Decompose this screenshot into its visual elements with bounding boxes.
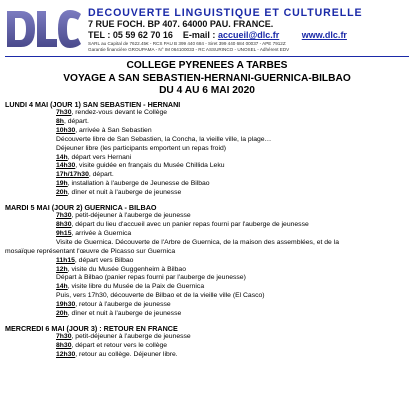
schedule-line (5, 145, 411, 154)
trip-program (5, 100, 411, 365)
schedule-time: 8h30 (56, 341, 72, 349)
schedule-line (5, 301, 411, 310)
schedule-time: 8h30 (56, 220, 72, 228)
legal-line-1: SARL au Capital de 7622.45€ - RCS PAU B 399 440 684 - Siret 399 440 684 00037 - APE 7912Z (88, 41, 286, 46)
schedule-line (5, 257, 411, 266)
day-heading: MARDI 5 MAI (JOUR 2) GUERNICA - BILBAO (5, 203, 157, 213)
schedule-text: Déjeuner libre (les participants emportent un repas froid) (56, 144, 227, 152)
schedule-text: , départ du lieu d'accueil avec un panier repas fourni par l'auberge de jeunesse (71, 220, 309, 228)
phone-number: TEL : 05 59 62 70 16 (88, 30, 173, 40)
schedule-line (5, 171, 411, 180)
schedule-line (5, 109, 411, 118)
schedule-line (5, 274, 411, 283)
schedule-time: 14h (56, 283, 68, 291)
schedule-time: 14h30 (56, 162, 76, 170)
day-section (5, 100, 411, 198)
schedule-text: Découverte libre de San Sebastien, la Concha, la vieille ville, la plage… (56, 135, 272, 143)
dlc-logo (5, 8, 83, 50)
schedule-text: , petit-déjeuner à l'auberge de jeunesse (71, 332, 191, 340)
schedule-text: , départ et retour vers le collège (71, 341, 168, 349)
schedule-time: 17h/17h30 (56, 171, 89, 179)
schedule-text: , départ vers Bilbao (74, 256, 134, 264)
schedule-text: , arrivée à San Sebastien (75, 126, 152, 134)
schedule-line (5, 221, 411, 230)
schedule-time: 7h30 (56, 332, 72, 340)
schedule-line (5, 266, 411, 275)
schedule-text: , retour à l'auberge de jeunesse (75, 301, 171, 309)
email-link[interactable]: accueil@dlc.fr (217, 30, 280, 40)
schedule-line (5, 118, 411, 127)
header-divider (5, 56, 409, 57)
schedule-line (5, 351, 411, 360)
schedule-text: Départ à Bilbao (panier repas fourni par l'auberge de jeunesse) (56, 274, 246, 282)
schedule-time: 20h (56, 189, 68, 197)
schedule-time: 11h15 (56, 256, 75, 264)
day-section (5, 324, 411, 360)
title-line-school: COLLEGE PYRENEES A TARBES (126, 60, 288, 71)
schedule-line (5, 180, 411, 189)
schedule-line (5, 136, 411, 145)
schedule-text: Puis, vers 17h30, découverte de Bilbao et de la vieille ville (El Casco) (56, 292, 265, 300)
dlc-logo-mark (5, 8, 83, 50)
schedule-text: mosaïque représentant l'œuvre de Picasso sur Guernica (5, 247, 176, 255)
schedule-time: 12h (56, 265, 68, 273)
schedule-time: 7h30 (56, 109, 72, 116)
schedule-time: 20h (56, 310, 68, 318)
schedule-line (5, 283, 411, 292)
schedule-time: 8h (56, 117, 64, 125)
schedule-line (5, 239, 411, 248)
title-line-dates: DU 4 AU 6 MAI 2020 (159, 85, 255, 96)
schedule-text: , dîner et nuit à l'auberge de jeunesse (67, 310, 182, 318)
schedule-line (5, 189, 411, 198)
day-heading: LUNDI 4 MAI (JOUR 1) SAN SEBASTIEN - HERNANI (5, 100, 181, 109)
schedule-line (5, 154, 411, 163)
schedule-text: , rendez-vous devant le Collège (71, 109, 168, 116)
organization-contact (88, 30, 412, 41)
organization-name: DECOUVERTE LINGUISTIQUE ET CULTURELLE (88, 7, 363, 19)
day-heading: MERCREDI 6 MAI (JOUR 3) : RETOUR EN FRANCE (5, 323, 178, 333)
schedule-time: 7h30 (56, 212, 72, 220)
organization-address: 7 RUE FOCH. BP 407. 64000 PAU. FRANCE. (88, 19, 274, 29)
schedule-text: , visite du Musée Guggenheim à Bilbao (67, 265, 186, 273)
schedule-line (5, 162, 411, 171)
schedule-time: 14h (56, 153, 68, 161)
organization-header (88, 7, 412, 52)
schedule-time: 12h30 (56, 350, 76, 358)
schedule-line (5, 212, 411, 221)
day-section (5, 203, 411, 319)
schedule-text: , dîner et nuit à l'auberge de jeunesse (67, 189, 182, 197)
schedule-time: 10h30 (56, 126, 76, 134)
schedule-line (5, 230, 411, 239)
schedule-line (5, 292, 411, 301)
schedule-line (5, 310, 411, 319)
schedule-text: , visite guidée en français du Musée Chillida Leku (75, 162, 225, 170)
schedule-time: 9h15 (56, 229, 72, 237)
schedule-line (5, 127, 411, 136)
schedule-text: , départ. (63, 117, 89, 125)
schedule-line (5, 342, 411, 351)
schedule-text: , retour au collège. Déjeuner libre. (75, 350, 178, 358)
website-link[interactable]: www.dlc.fr (301, 30, 347, 40)
email-label: E-mail : (182, 30, 216, 40)
schedule-text: Visite de Guernica. Découverte de l'Arbre de Guernica, de la maison des assemblées, et de la (56, 238, 340, 246)
schedule-text: , départ. (88, 171, 114, 179)
schedule-text: , installation à l'auberge de Jeunesse de Bilbao (67, 180, 210, 188)
schedule-text: , arrivée à Guernica (71, 229, 132, 237)
schedule-time: 19h30 (56, 301, 76, 309)
title-line-trip: VOYAGE A SAN SEBASTIEN-HERNANI-GUERNICA-BILBAO (63, 72, 351, 84)
legal-line-2: Garantie financière GROUPAMA - N° IM 064100033 - RC ASSURINCO - UNOSEL - Adhérent EDV (88, 46, 290, 52)
schedule-line (5, 248, 411, 257)
schedule-text: , petit-déjeuner à l'auberge de jeunesse (71, 212, 191, 220)
schedule-line (5, 333, 411, 342)
schedule-text: , départ vers Hernani (67, 153, 132, 161)
document-title (0, 60, 414, 98)
schedule-text: , visite libre du Musée de la Paix de Guernica (67, 283, 205, 291)
schedule-time: 19h (56, 180, 68, 188)
